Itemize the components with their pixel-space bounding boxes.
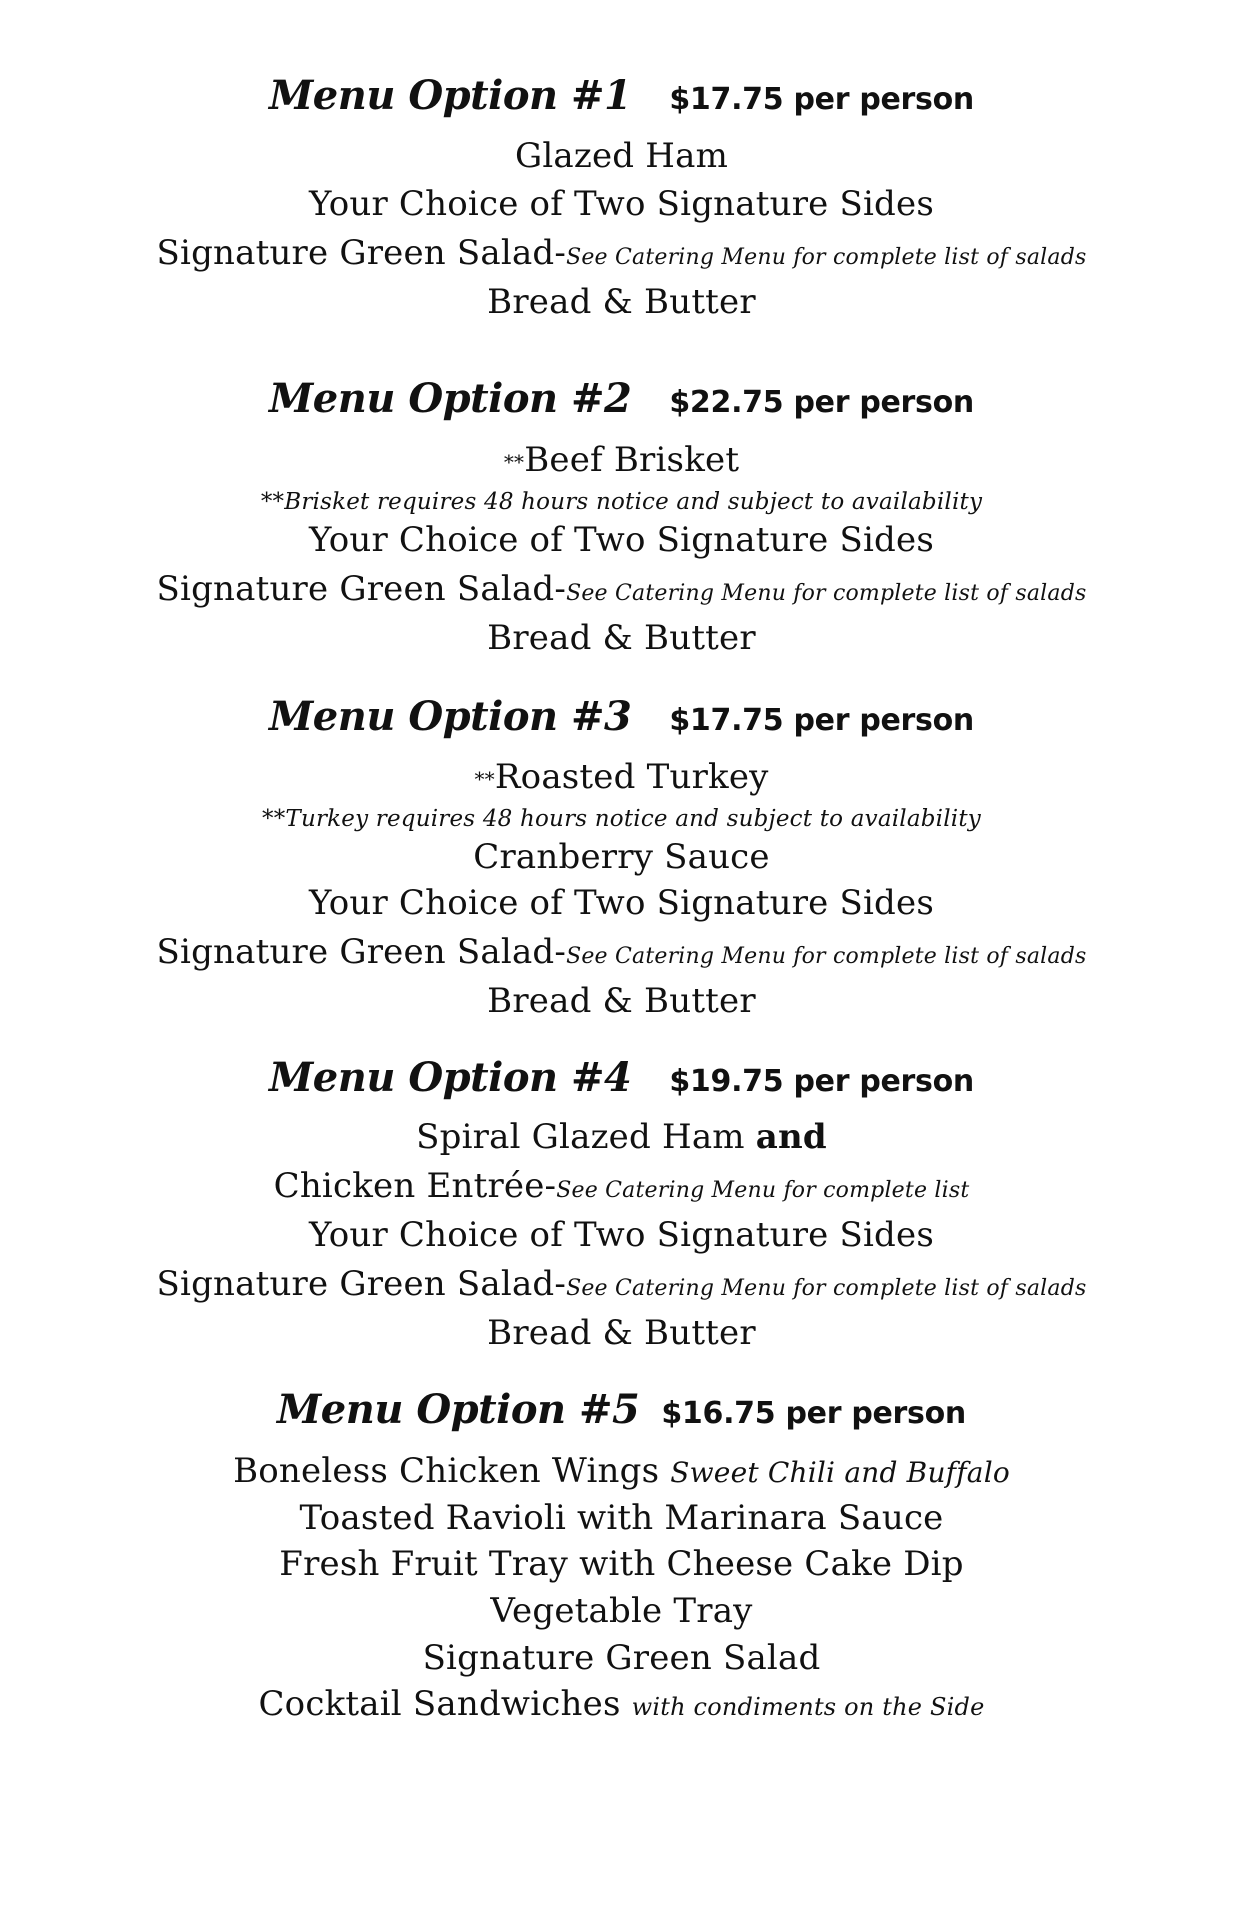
option-price: $16.75 per person	[661, 1396, 966, 1431]
menu-item	[0, 1684, 1243, 1727]
item-note: Sweet Chili and Buffalo	[670, 1456, 1010, 1489]
menu-item	[0, 569, 1243, 614]
option-4-heading	[0, 1052, 1243, 1112]
menu-item	[0, 1451, 1243, 1493]
item-text: Boneless Chicken Wings	[233, 1451, 671, 1491]
menu-item: Fresh Fruit Tray with Cheese Cake Dip	[279, 1544, 964, 1584]
salad-label: Signature Green Salad-	[156, 569, 567, 609]
menu-item: Bread & Butter	[487, 1313, 756, 1353]
main-dish: Roasted Turkey	[494, 757, 769, 797]
and-label: and	[755, 1117, 827, 1157]
availability-note: **Brisket requires 48 hours notice and subject to availability	[260, 489, 983, 515]
option-1-heading	[0, 70, 1243, 130]
option-title: Menu Option #3	[269, 693, 632, 740]
item-text: Cocktail Sandwiches	[258, 1684, 632, 1724]
menu-item: Your Choice of Two Signature Sides	[309, 184, 934, 224]
option-title: Menu Option #1	[269, 72, 632, 119]
entree-note: See Catering Menu for complete list	[556, 1178, 970, 1203]
menu-item: Bread & Butter	[487, 618, 756, 658]
menu-item: Bread & Butter	[487, 981, 756, 1021]
option-title: Menu Option #4	[269, 1054, 632, 1101]
option-3-heading	[0, 691, 1243, 751]
menu-item	[0, 757, 1243, 799]
availability-note: **Turkey requires 48 hours notice and subject to availability	[262, 806, 981, 832]
salad-note: See Catering Menu for complete list of salads	[566, 245, 1087, 270]
menu-item	[0, 233, 1243, 278]
salad-label: Signature Green Salad-	[156, 932, 567, 972]
menu-item: Cranberry Sauce	[473, 837, 770, 877]
menu-item	[0, 440, 1243, 482]
salad-note: See Catering Menu for complete list of salads	[566, 1276, 1087, 1301]
menu-item: Glazed Ham	[514, 136, 729, 176]
footnote-marker: **	[474, 767, 495, 791]
entree-label: Chicken Entrée-	[273, 1166, 557, 1206]
item-note: with condiments on the Side	[631, 1693, 985, 1721]
menu-item: Your Choice of Two Signature Sides	[309, 1215, 934, 1255]
option-title: Menu Option #2	[269, 375, 632, 422]
menu-item: Bread & Butter	[487, 282, 756, 322]
footnote-marker: **	[503, 450, 525, 474]
option-price: $22.75 per person	[669, 385, 974, 420]
option-price: $19.75 per person	[669, 1064, 974, 1099]
menu-item: Your Choice of Two Signature Sides	[309, 883, 934, 923]
salad-label: Signature Green Salad-	[156, 1264, 567, 1304]
option-title: Menu Option #5	[277, 1386, 640, 1433]
menu-item	[0, 1264, 1243, 1309]
menu-item	[0, 1117, 1243, 1157]
menu-item: Vegetable Tray	[490, 1591, 753, 1631]
menu-item	[0, 932, 1243, 977]
option-2-heading	[0, 373, 1243, 433]
menu-item: Signature Green Salad	[422, 1638, 821, 1678]
option-price: $17.75 per person	[669, 82, 974, 117]
main-dish: Beef Brisket	[524, 440, 740, 480]
menu-item	[0, 1166, 1243, 1211]
salad-note: See Catering Menu for complete list of salads	[566, 944, 1087, 969]
option-price: $17.75 per person	[669, 703, 974, 738]
menu-item: Your Choice of Two Signature Sides	[309, 520, 934, 560]
salad-label: Signature Green Salad-	[156, 233, 567, 273]
salad-note: See Catering Menu for complete list of salads	[566, 581, 1087, 606]
main-dish: Spiral Glazed Ham	[416, 1117, 756, 1157]
option-5-heading	[0, 1384, 1243, 1444]
menu-item: Toasted Ravioli with Marinara Sauce	[299, 1498, 944, 1538]
